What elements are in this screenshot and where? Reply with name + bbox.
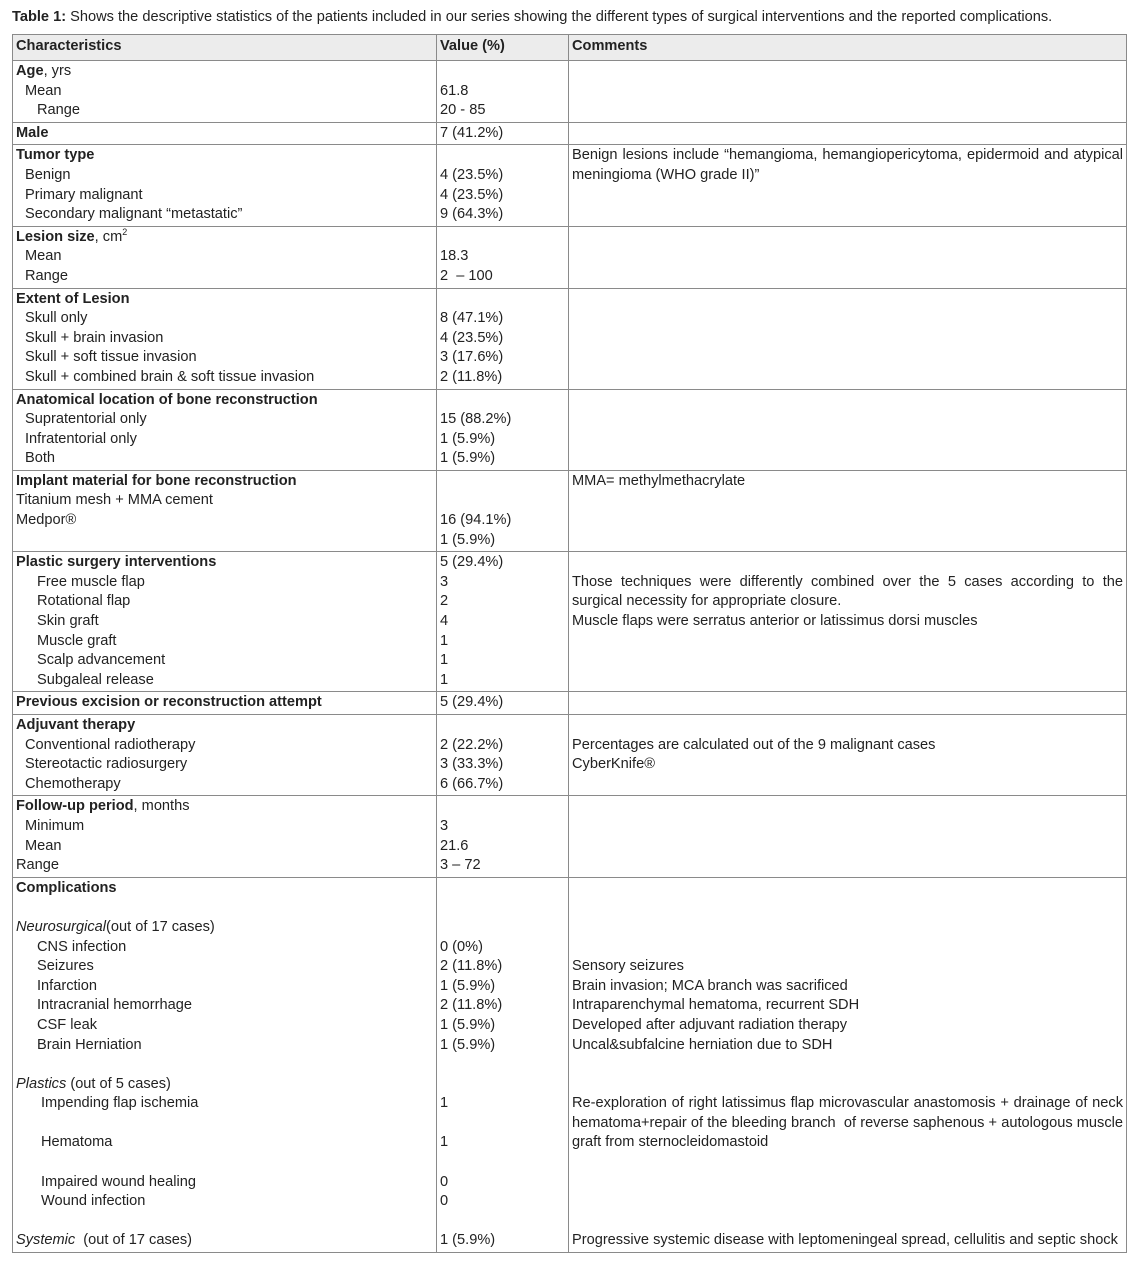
row-label: CSF leak [37,1016,98,1033]
row-value: 7 (41.2%) [440,124,504,141]
row-value: 5 (29.4%) [440,554,504,571]
row-label: Range [16,857,60,874]
row-label: Skull + combined brain & soft tissue invasion [25,368,315,385]
row-value: 4 (23.5%) [440,329,504,346]
row-value: 3 (33.3%) [440,756,504,773]
comment-adjuvant: Percentages are calculated out of the 9 malignant cases [572,736,936,753]
comment-complication [572,938,1123,958]
row-label: Scalp advancement [37,652,166,669]
row-label: Benign [25,166,71,183]
table-label: Table 1: [12,9,67,25]
table-row-lesion-size: Lesion size, $cm^2$ Mean Range 18.3 2 – 100 [13,226,1127,288]
comment-tumor: Benign lesions include “hemangioma, hemangiopericytoma, epidermoid and atypical meningioma (WHO grade II)” [572,147,1123,183]
row-label: Supratentorial only [25,411,147,428]
table-header-row [13,35,1127,61]
comment-plastic-techniques: Those techniques were differently combined over the 5 cases according to the surgical necessity for appropriate closure. [572,573,1123,610]
table-caption [12,8,1128,27]
row-label: Infratentorial only [25,430,137,447]
statistics-table [12,34,1127,1253]
row-label: Intracranial hemorrhage [37,997,192,1014]
row-label: Mean [25,248,62,265]
row-label: CNS infection [37,938,127,955]
row-value: 2 (22.2%) [440,736,504,753]
row-value: 3 – 72 [440,857,481,874]
row-value: 1 [440,671,449,688]
row-value: 1 (5.9%) [440,430,496,447]
section-title-age: Age [16,63,44,79]
comment-complication: Brain invasion; MCA branch was sacrificed [572,977,848,994]
row-value: 1 (5.9%) [440,1036,496,1053]
row-value: 5 (29.4%) [440,694,504,711]
comment-plastic-flaps: Muscle flaps were serratus anterior or latissimus dorsi muscles [572,613,978,630]
row-value: 1 (5.9%) [440,977,496,994]
table-row-adjuvant [13,715,1127,796]
row-value: 20 - 85 [440,102,486,119]
row-value: 6 (66.7%) [440,775,504,792]
caption-text: Shows the descriptive statistics of the patients included in our series showing the different types of surgical interventions and the reported complications. [66,9,1053,25]
row-value: 18.3 [440,248,469,265]
row-value: 1 [440,632,449,649]
comment-complication: Developed after adjuvant radiation therapy [572,1016,848,1033]
row-value: 3 [440,817,449,834]
row-label: Free muscle flap [37,573,145,590]
row-value: 0 [440,1173,449,1190]
row-value: 21.6 [440,837,469,854]
comment-complication: Uncal&subfalcine herniation due to SDH [572,1036,833,1053]
row-label: Subgaleal release [37,671,154,688]
section-title-followup: Follow-up period [16,798,134,815]
row-label: Mean [25,837,62,854]
section-title-complications: Complications [16,879,117,896]
comment-adjuvant [572,775,1123,795]
section-title-plastic: Plastic surgery interventions [16,554,217,571]
row-value: 2 (11.8%) [440,368,503,385]
row-label: Medpor® [16,512,77,529]
table-row-implant [13,470,1127,551]
section-title-male: Male [16,124,49,141]
table-row-plastic [13,552,1127,692]
row-value: 1 (5.9%) [440,450,496,467]
row-label: Brain Herniation [37,1036,142,1053]
row-label: Muscle graft [37,632,117,649]
section-title-adjuvant: Adjuvant therapy [16,717,136,733]
row-label: Range [37,102,81,119]
row-value: 1 (5.9%) [440,1232,496,1249]
row-value: 9 (64.3%) [440,206,504,223]
table-row-complications: Complications Neurosurgical(out of 17 cases) CNS infection Seizures Infarction Intracranial hemorrhage CSF leak Brain Herniation Plastics (out of 5 cases) Impending flap ischemia Hematoma Impaired wound healing Wound infection Systemic (out of 17 cases) 0 (0%) 2 (11.8%) 1 (5.9%) 2 (11.8%) 1 (5.9%) 1 (5.9%) 1 1 0 0 1 (5.9%) Sensory seizures Brain invasion; MCA branch was sacrificed Intraparenchymal hematoma, recurrent SDH Developed after adjuvant radiation therapy Uncal&subfalcine herniation due to SDH Re-exploration of right latissimus flap microvascular anastomosis + drainage of neck hematoma+repair of the bleeding branch of reverse saphenous + autologous muscle graft from sternocleidomastoid Progressive systemic disease with leptomeningeal spread, cellulitis and septic shock [13,877,1127,1252]
subsection-plastics: Plastics [16,1075,67,1092]
row-label: Both [25,450,56,467]
subsection-neurosurgical: Neurosurgical [16,918,107,935]
row-label: Skull + soft tissue invasion [25,349,197,366]
comment-systemic: Progressive systemic disease with leptomeningeal spread, cellulitis and septic shock [572,1232,1118,1249]
header-value: Value (%) [437,35,569,61]
row-label: Seizures [37,958,94,975]
row-value: 0 (0%) [440,938,483,955]
section-title-tumor: Tumor type [16,147,95,164]
row-label: Skin graft [37,613,99,630]
table-row-location [13,389,1127,470]
row-label: Infarction [37,977,98,994]
row-label: Titanium mesh + MMA cement [16,492,213,509]
comment-implant: MMA= methylmethacrylate [572,472,746,489]
comment-complication: Intraparenchymal hematoma, recurrent SDH [572,997,860,1014]
row-value: 8 (47.1%) [440,310,504,327]
row-value: 2 – 100 [440,267,493,284]
row-label: Stereotactic radiosurgery [25,756,188,773]
row-value: 1 [440,1134,449,1151]
row-label: Minimum [25,817,85,834]
row-value: 4 [440,613,449,630]
section-title-location: Anatomical location of bone reconstruction [16,391,318,408]
row-label: Skull + brain invasion [25,329,164,346]
row-value: 1 [440,652,449,669]
row-label: Impaired wound healing [41,1173,196,1190]
section-title-extent: Extent of Lesion [16,290,130,307]
header-comments: Comments [569,35,1127,61]
table-row-extent [13,288,1127,389]
row-label: Chemotherapy [25,775,121,792]
row-label: Primary malignant [25,186,143,203]
row-label: Wound infection [41,1193,146,1210]
row-label: Hematoma [41,1134,113,1151]
row-value: 2 [440,593,449,610]
row-value: 4 (23.5%) [440,166,504,183]
row-label: Range [25,267,69,284]
row-value: 15 (88.2%) [440,411,512,428]
row-value: 61.8 [440,82,469,99]
row-value: 4 (23.5%) [440,186,504,203]
table-row-tumor-type [13,145,1127,226]
table-row-age: Age, yrs Mean Range 61.8 20 - 85 [13,61,1127,123]
subsection-systemic: Systemic [16,1232,76,1249]
row-label: Impending flap ischemia [41,1095,199,1112]
row-label: Mean [25,82,62,99]
header-characteristics: Characteristics [13,35,437,61]
row-value: 1 (5.9%) [440,1016,496,1033]
row-label: Conventional radiotherapy [25,736,196,753]
section-title-implant: Implant material for bone reconstruction [16,472,297,489]
row-value: 2 (11.8%) [440,958,503,975]
row-value: 3 [440,573,449,590]
row-label: Rotational flap [37,593,131,610]
row-label: Skull only [25,310,88,327]
row-value: 0 [440,1193,449,1210]
row-value: 3 (17.6%) [440,349,504,366]
row-value: 2 (11.8%) [440,997,503,1014]
table-row-followup: Follow-up period, months Minimum Mean Range 3 21.6 3 – 72 [13,796,1127,877]
row-label: Secondary malignant “metastatic” [25,206,243,223]
section-title-previous: Previous excision or reconstruction attempt [16,694,322,711]
row-value: 16 (94.1%) [440,512,512,529]
comment-adjuvant: CyberKnife® [572,756,655,773]
table-row-male [13,122,1127,145]
row-value: 1 [440,1095,449,1112]
comment-complication: Sensory seizures [572,958,684,975]
table-row-previous [13,692,1127,715]
comment-flap-ischemia: Re-exploration of right latissimus flap microvascular anastomosis + drainage of neck hematoma+repair of the bleeding branch of reverse saphenous + autologous muscle graft from sternocleidomastoid [572,1095,1128,1151]
row-value: 1 (5.9%) [440,531,496,548]
section-title-lesion: Lesion size [16,228,95,245]
